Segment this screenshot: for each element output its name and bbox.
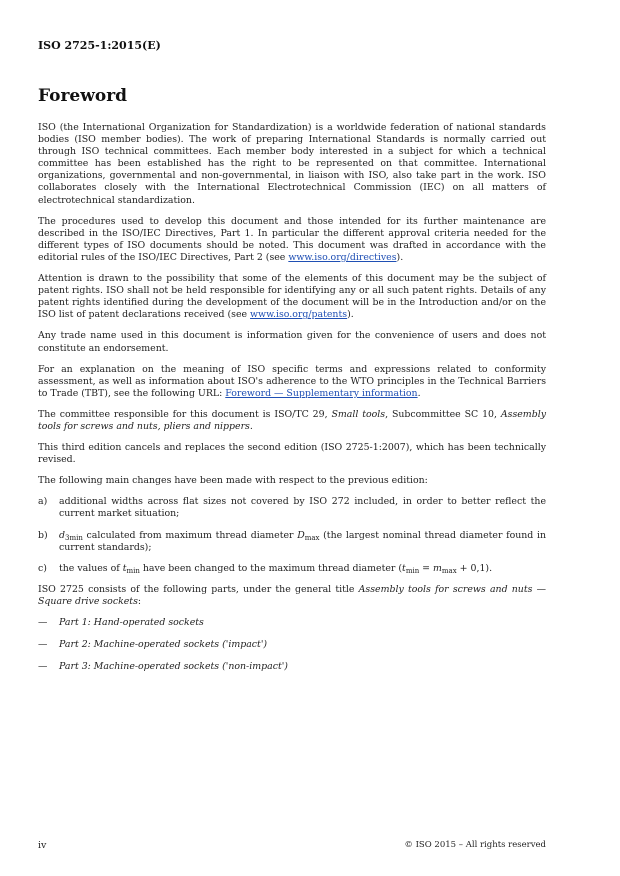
var-t-subscript: min bbox=[126, 566, 140, 575]
committee-text-end: . bbox=[249, 420, 253, 432]
directives-link[interactable]: www.iso.org/directives bbox=[288, 251, 397, 263]
part-list-item bbox=[38, 617, 546, 629]
paragraph-procedures-text: The procedures used to develop this document and those intended for its further maintenance are described in the ISO/IEC Directives, Part 1. In particular the different approval criteria needed for the different types of ISO documents should be noted. This document was drafted in accordance with the editorial rules of the ISO/IEC Directives, Part 2 (see bbox=[38, 215, 546, 263]
change-item-b bbox=[38, 530, 546, 554]
var-t: t bbox=[122, 562, 127, 574]
parts-intro-end: : bbox=[137, 595, 142, 607]
paragraph-conformity-end: . bbox=[417, 387, 421, 399]
supplementary-info-link[interactable]: Foreword — Supplementary information bbox=[225, 387, 418, 399]
general-title: Assembly tools for screws and nuts — Square drive sockets bbox=[38, 583, 546, 607]
paragraph-conformity bbox=[38, 364, 546, 400]
var-d-subscript: 3min bbox=[65, 533, 83, 542]
change-item-c bbox=[38, 563, 546, 575]
part-list-item bbox=[38, 661, 546, 673]
paragraph-trade-name: Any trade name used in this document is information given for the convenience of users and does not constitute an endorsement. bbox=[38, 330, 546, 354]
committee-text-b: , Subcommittee SC 10, bbox=[385, 408, 501, 420]
paragraph-changes-intro: The following main changes have been made with respect to the previous edition: bbox=[38, 475, 428, 487]
change-marker: c) bbox=[38, 562, 47, 574]
paragraph-patents bbox=[38, 273, 546, 321]
page-number: iv bbox=[38, 840, 47, 851]
committee-title-small-tools: Small tools bbox=[331, 408, 386, 420]
parts-intro-text: ISO 2725 consists of the following parts, under the general title bbox=[38, 583, 359, 595]
change-item-a bbox=[38, 496, 546, 520]
paragraph-patents-text: Attention is drawn to the possibility that some of the elements of this document may be the subject of patent rights. ISO shall not be held responsible for identifying any or all such patent rights. Details of any patent rights identified during the development of the document will be in the Introduction and/or on the ISO list of patent declarations received (see bbox=[38, 273, 546, 321]
var-t-subscript: min bbox=[405, 566, 420, 575]
paragraph-procedures-end: ). bbox=[396, 251, 404, 263]
var-d: d bbox=[59, 529, 66, 541]
change-c-end: + 0,1). bbox=[456, 562, 493, 574]
change-c-pre: the values of bbox=[59, 562, 123, 574]
page-title: Foreword bbox=[38, 86, 128, 106]
part-title: Part 3: Machine-operated sockets ('non-impact') bbox=[59, 661, 288, 673]
dash-marker: — bbox=[38, 617, 48, 628]
var-D: D bbox=[297, 529, 305, 541]
var-D-subscript: max bbox=[304, 533, 320, 542]
change-b-end: (the largest nominal thread diameter found in current standards); bbox=[59, 529, 546, 553]
committee-text-a: The committee responsible for this document is ISO/TC 29, bbox=[38, 408, 332, 420]
subcommittee-title: Assembly tools for screws and nuts, pliers and nippers bbox=[38, 408, 546, 432]
dash-marker: — bbox=[38, 661, 48, 673]
patents-link[interactable]: www.iso.org/patents bbox=[250, 309, 348, 321]
change-marker: a) bbox=[38, 496, 48, 508]
var-m: m bbox=[433, 562, 442, 574]
part-title: Part 2: Machine-operated sockets ('impact') bbox=[59, 639, 268, 651]
change-text bbox=[59, 530, 546, 554]
paragraph-parts-intro bbox=[38, 584, 546, 608]
var-m-subscript: max bbox=[441, 566, 457, 575]
part-title: Part 1: Hand-operated sockets bbox=[59, 617, 204, 628]
paragraph-committee bbox=[38, 409, 546, 433]
change-b-mid: calculated from maximum thread diameter bbox=[82, 529, 298, 541]
change-c-eq: = bbox=[419, 562, 434, 574]
paragraph-iso-intro: ISO (the International Organization for Standardization) is a worldwide federation of national standards bodies (ISO member bodies). The work of preparing International Standards is normally carried out through ISO technical committees. Each member body interested in a subject for which a technical committee has been established has the right to be represented on that committee. International organizations, governmental and non-governmental, in liaison with ISO, also take part in the work. ISO collaborates closely with the International Electrotechnical Commission (IEC) on all matters of electrotechnical standardization. bbox=[38, 122, 546, 206]
part-list-item bbox=[38, 639, 546, 651]
document-id-header: ISO 2725-1:2015(E) bbox=[38, 39, 161, 52]
paragraph-procedures bbox=[38, 216, 546, 264]
change-text bbox=[59, 563, 546, 575]
change-c-mid: have been changed to the maximum thread diameter ( bbox=[139, 562, 403, 574]
paragraph-edition: This third edition cancels and replaces the second edition (ISO 2725-1:2007), which has been technically revised. bbox=[38, 442, 546, 466]
paragraph-patents-end: ). bbox=[347, 309, 354, 321]
dash-marker: — bbox=[38, 639, 48, 651]
copyright-notice: © ISO 2015 – All rights reserved bbox=[404, 840, 546, 850]
paragraph-conformity-text: For an explanation on the meaning of ISO specific terms and expressions related to conformity assessment, as well as information about ISO's adherence to the WTO principles in the Technical Barriers to Trade (TBT), see the following URL: bbox=[38, 363, 546, 399]
change-marker: b) bbox=[38, 529, 48, 541]
var-t: t bbox=[402, 562, 406, 574]
foreword-body bbox=[38, 122, 546, 683]
change-text: additional widths across flat sizes not covered by ISO 272 included, in order to better reflect the current market situation; bbox=[59, 496, 546, 520]
